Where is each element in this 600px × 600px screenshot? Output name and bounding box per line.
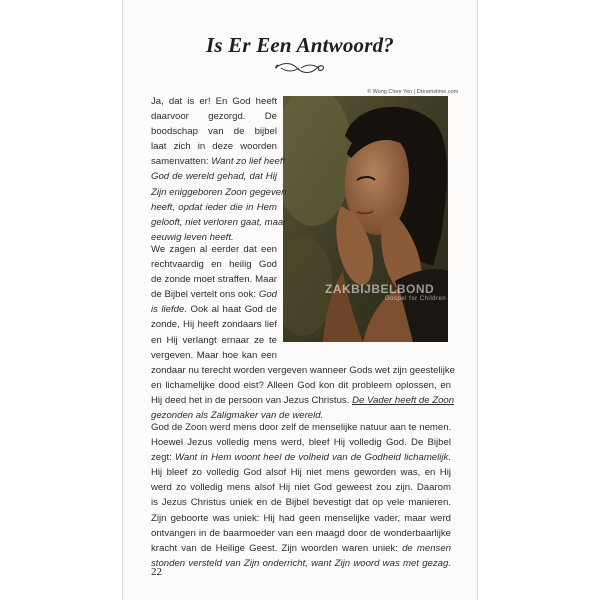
text-line: boodschap van de bijbel (151, 126, 277, 138)
text-line: Hij bleef zo volledig God alsof Hij niet mens geworden was, en Hij (151, 467, 451, 479)
photo-credit: © Wong Chee Yen | Dreamstime.com (367, 89, 459, 95)
paragraph-2 (151, 242, 455, 423)
text-run: zegt: (151, 452, 175, 464)
text-line: en lichamelijke dood eist? Alleen God kon dit probleem oplossen, en (151, 379, 451, 391)
scripture-quote: gelooft, niet verloren gaat, maar (151, 216, 287, 228)
text-run: kracht van de Heilige Geest. Zijn woorden waren uniek: (151, 542, 403, 554)
text-line: zondaar nu terecht worden vergeven wanneer Gods wet zijn geestelijke (151, 364, 455, 376)
text-line: zonde, Hij heeft zondaars lief (151, 319, 277, 331)
flourish-ornament-icon (273, 60, 327, 76)
text-line (151, 215, 287, 230)
text-line: vergeven. Maar hoe kan een (151, 349, 277, 361)
text-line: We zagen al eerder dat een (151, 244, 277, 255)
scripture-quote: heeft, opdat ieder die in Hem (151, 201, 277, 213)
text-line: Hoewel Jezus volledig mens werd, bleef Hij volledig God. De Bijbel (151, 437, 451, 449)
paragraph-3 (151, 420, 451, 571)
text-line: is Jezus Christus uniek en de Bijbel bevestigt dat op vele manieren. (151, 497, 451, 509)
text-line: ontvangen in de baarmoeder van een maagd door de wonderbaarlijke (151, 527, 451, 539)
text-line: en Hij verlangt ernaar ze te (151, 334, 277, 346)
scripture-quote: Zijn eniggeboren Zoon gegeven (151, 186, 287, 198)
text-line: Zijn geboorte was uniek: Hij had geen menselijke vader, maar werd (151, 512, 451, 524)
text-line: werd zo volledig mens alsof Hij niet God geweest zou zijn. Daarom (151, 482, 451, 494)
text-line: daarvoor gezorgd. De (151, 111, 277, 123)
text-line (151, 541, 451, 556)
text-line: God de Zoon werd mens door zelf de menselijke natuur aan te nemen. (151, 422, 452, 433)
text-line (151, 169, 277, 184)
text-line: Ja, dat is er! En God heeft (151, 96, 277, 107)
text-run: samenvatten: (151, 156, 212, 168)
scripture-quote: God (258, 289, 277, 301)
paragraph-1 (151, 94, 287, 245)
text-line: rechtvaardig en heilig God (151, 259, 277, 271)
chapter-title: Is Er Een Antwoord? (205, 33, 394, 57)
text-line (151, 287, 277, 302)
text-run: Hij deed het in de persoon van Jezus Christus. (151, 394, 353, 406)
text-line (151, 185, 287, 200)
text-run: de Bijbel vertelt ons ook: (151, 289, 259, 301)
text-line (151, 154, 286, 169)
scripture-quote: de mensen (402, 542, 451, 554)
watermark-main: ZAKBIJBELBOND (325, 282, 435, 296)
text-line (151, 556, 451, 571)
book-page (122, 0, 478, 600)
text-line: de zonde moet straffen. Maar (151, 274, 277, 286)
text-line (151, 200, 277, 215)
text-line: laat zich in deze woorden (151, 141, 277, 153)
watermark-sub: Gospel for Children (385, 296, 447, 302)
scripture-quote: Want zo lief heeft (211, 156, 286, 168)
scripture-quote: is liefde. (151, 304, 188, 316)
text-line (151, 393, 455, 408)
scripture-quote: Want in Hem woont heel de volheid van de Godheid lichamelijk. (175, 452, 452, 464)
text-run: Ook al haat God de (187, 304, 277, 316)
text-line (151, 302, 277, 317)
scripture-quote: stonden versteld van Zijn onderricht, want Zijn woord was met gezag. (151, 557, 451, 569)
scripture-quote: De Vader heeft de Zoon (352, 394, 455, 406)
scripture-quote: gezonden als Zaligmaker van de wereld. (151, 410, 324, 422)
scripture-quote: eeuwig leven heeft. (151, 231, 234, 243)
page-number: 22 (151, 566, 162, 578)
text-line (151, 450, 451, 465)
scripture-quote: God de wereld gehad, dat Hij (151, 171, 277, 183)
